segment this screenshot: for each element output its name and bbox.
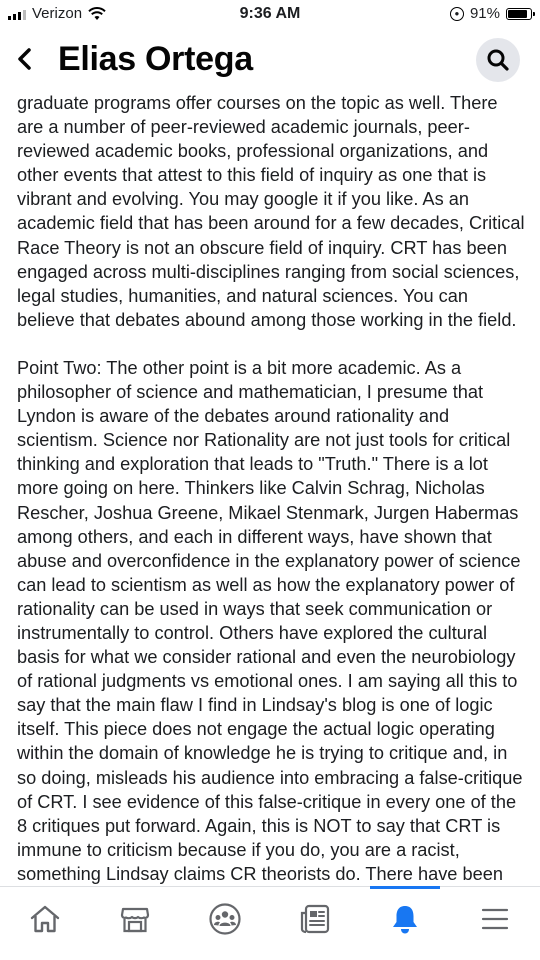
bottom-tab-bar bbox=[0, 886, 540, 960]
search-icon bbox=[486, 48, 510, 72]
post-paragraph: Point Two: The other point is a bit more academic. As a philosopher of science and mathematician, I presume that Lyndon is aware of the debates around rationality and scientism. Science nor Rationality are not just tools for critical thinking and exploration that leads to "Truth." There is a lot more going on here. Thinkers like Calvin Schrag, Nicholas Rescher, Joshua Greene, Mikael Stenmark, Jurgen Habermas among others, and each in different ways, have shown that abuse and overconfidence in the explanatory power of science can lead to scientism as well as how the explanatory power of rationality can be used in ways that seek communication or instrumentally to control. Others have explored the cultural basis for what we consider rational and even the neurobiology of rational judgments vs emotional ones. I am saying all this to say that the main flaw I find in Lindsay's blog is one of logic itself. This piece does not engage the actual logic operating within the domain of knowledge he is trying to critique and, in so doing, misleads his audience into embracing a false-critique of CRT. I see evidence of this false-critique in every one of the 8 critiques put forward. Again, this is NOT to say that CRT is immune to criticism because if you do, you are a racist, something Lindsay claims CR theorists do. There have been bbox=[17, 357, 523, 884]
tab-home[interactable] bbox=[20, 899, 70, 939]
home-icon bbox=[28, 902, 62, 936]
marketplace-icon bbox=[118, 902, 152, 936]
notifications-bell-icon bbox=[388, 902, 422, 936]
carrier-name: Verizon bbox=[32, 5, 83, 22]
chevron-left-icon bbox=[14, 44, 36, 74]
battery-fill bbox=[508, 10, 527, 18]
tab-notifications[interactable] bbox=[380, 899, 430, 939]
tab-groups[interactable] bbox=[200, 899, 250, 939]
page-header bbox=[0, 30, 540, 90]
tab-marketplace[interactable] bbox=[110, 899, 160, 939]
tab-menu[interactable] bbox=[470, 899, 520, 939]
post-body bbox=[17, 91, 527, 884]
status-time: 9:36 AM bbox=[239, 5, 301, 22]
post-paragraph: graduate programs offer courses on the topic as well. There are a number of peer-reviewed academic journals, peer-reviewed academic books, professional organizations, and other events that attest to this field of inquiry as one that is vibrant and evolving. You may google it if you like. As an academic field that has been around for a few decades, Critical Race Theory is not an obscure field of inquiry. CRT has been engaged across multi-disciplines ranging from social sciences, legal studies, humanities, and natural sciences. You can believe that debates abound among those working in the field. bbox=[17, 93, 525, 330]
groups-icon bbox=[208, 902, 242, 936]
back-button[interactable] bbox=[14, 44, 36, 74]
page-title: Elias Ortega bbox=[58, 40, 253, 78]
menu-icon bbox=[478, 902, 512, 936]
tab-news[interactable] bbox=[290, 899, 340, 939]
orientation-lock-icon: ● bbox=[450, 7, 464, 21]
status-bar bbox=[0, 0, 540, 30]
battery-percent: 91% bbox=[469, 5, 500, 22]
status-right bbox=[450, 5, 532, 22]
news-icon bbox=[298, 902, 332, 936]
search-button[interactable] bbox=[476, 38, 520, 82]
battery-icon bbox=[506, 8, 532, 20]
